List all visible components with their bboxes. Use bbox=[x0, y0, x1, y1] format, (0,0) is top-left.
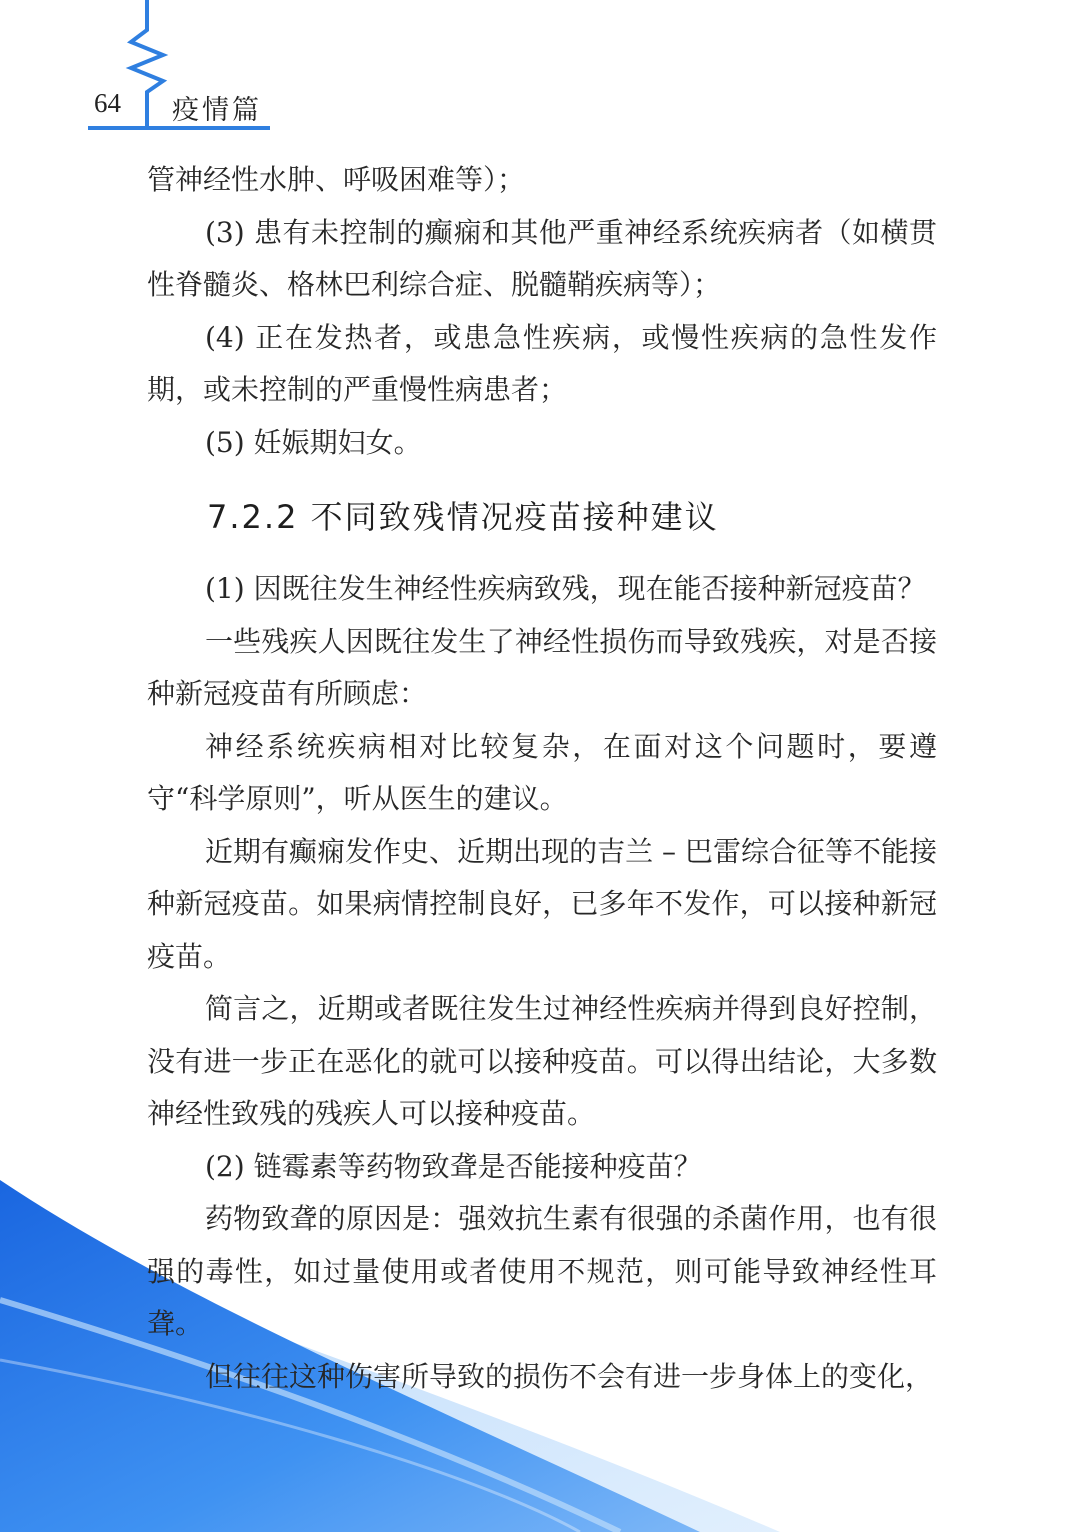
question-2: (2) 链霉素等药物致聋是否能接种疫苗？ bbox=[205, 1149, 702, 1183]
paragraph-2: (3) 患有未控制的癫痫和其他严重神经系统疾病者（如横贯性脊髓炎、格林巴利综合症、脱髓鞘疾病等）； bbox=[147, 215, 937, 301]
paragraph-6: 神经系统疾病相对比较复杂，在面对这个问题时，要遵守“科学原则”，听从医生的建议。 bbox=[147, 729, 937, 815]
paragraph-4: (5) 妊娠期妇女。 bbox=[205, 425, 422, 459]
paragraph-10: 但往往这种伤害所导致的损伤不会有进一步身体上的变化， bbox=[205, 1359, 934, 1393]
question-1: (1) 因既往发生神经性疾病致残，现在能否接种新冠疫苗？ bbox=[205, 572, 926, 605]
header-zigzag-line bbox=[131, 0, 163, 128]
paragraph-8: 简言之，近期或者既往发生过神经性疾病并得到良好控制，没有进一步正在恶化的就可以接种疫苗。可以得出结论，大多数神经性致残的残疾人可以接种疫苗。 bbox=[147, 992, 937, 1130]
body-text bbox=[147, 154, 937, 1403]
paragraph-7: 近期有癫痫发作史、近期出现的吉兰 – 巴雷综合征等不能接种新冠疫苗。如果病情控制良好，已多年不发作，可以接种新冠疫苗。 bbox=[147, 834, 937, 973]
section-header: 疫情篇 bbox=[172, 95, 262, 126]
paragraph-1: 管神经性水肿、呼吸困难等）； bbox=[147, 163, 526, 196]
section-title: 7.2.2 不同致残情况疫苗接种建议 bbox=[207, 498, 719, 536]
paragraph-3: (4) 正在发热者，或患急性疾病，或慢性疾病的急性发作期，或未控制的严重慢性病患者； bbox=[147, 320, 937, 406]
page-number: 64 bbox=[94, 88, 121, 118]
paragraph-9: 药物致聋的原因是：强效抗生素有很强的杀菌作用，也有很强的毒性，如过量使用或者使用不规范，则可能导致神经性耳聋。 bbox=[147, 1202, 937, 1340]
paragraph-5: 一些残疾人因既往发生了神经性损伤而导致残疾，对是否接种新冠疫苗有所顾虑： bbox=[147, 624, 937, 710]
